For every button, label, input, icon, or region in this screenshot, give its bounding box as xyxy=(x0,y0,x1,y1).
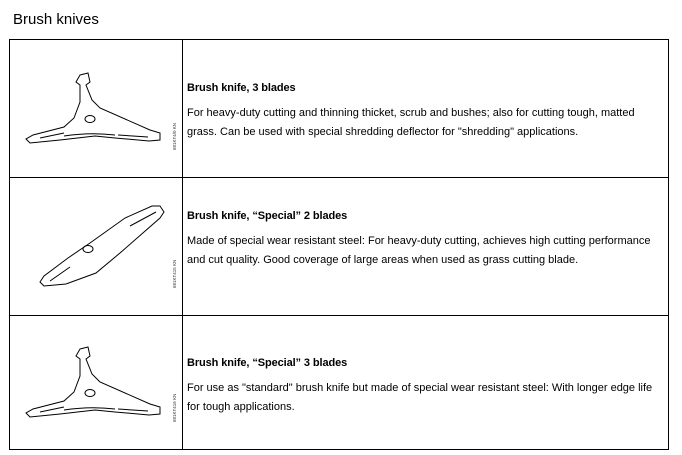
image-cell xyxy=(10,316,183,449)
brush-knife-2-blades-icon xyxy=(10,178,182,316)
table-row xyxy=(10,178,668,316)
item-name: Brush knife, 3 blades xyxy=(187,82,296,94)
image-code: 681KT415 KN xyxy=(172,259,177,288)
item-name: Brush knife, “Special” 3 blades xyxy=(187,357,348,369)
table-row xyxy=(10,40,668,178)
item-description: For use as "standard" brush knife but made of special wear resistant steel: With longer edge life for tough applications. xyxy=(187,382,653,413)
item-description: For heavy-duty cutting and thinning thicket, scrub and bushes; also for cutting tough, matted grass. Can be used with special shredding deflector for "shredding" applications. xyxy=(187,107,635,138)
image-cell xyxy=(10,178,183,315)
item-description: Made of special wear resistant steel: For heavy-duty cutting, achieves high cutting performance and cut quality. Good coverage of large areas when used as grass cutting blade. xyxy=(187,235,651,266)
table-row xyxy=(10,316,668,449)
image-code: 681KT4/0 KN xyxy=(172,122,177,150)
brush-knife-special-3-blades-icon xyxy=(10,316,182,449)
brush-knives-table xyxy=(9,39,669,450)
image-code: 681KT416 KN xyxy=(172,393,177,422)
item-name: Brush knife, “Special” 2 blades xyxy=(187,210,348,222)
image-cell xyxy=(10,40,183,177)
brush-knife-3-blades-icon xyxy=(10,40,182,178)
page-title: Brush knives xyxy=(13,11,99,28)
